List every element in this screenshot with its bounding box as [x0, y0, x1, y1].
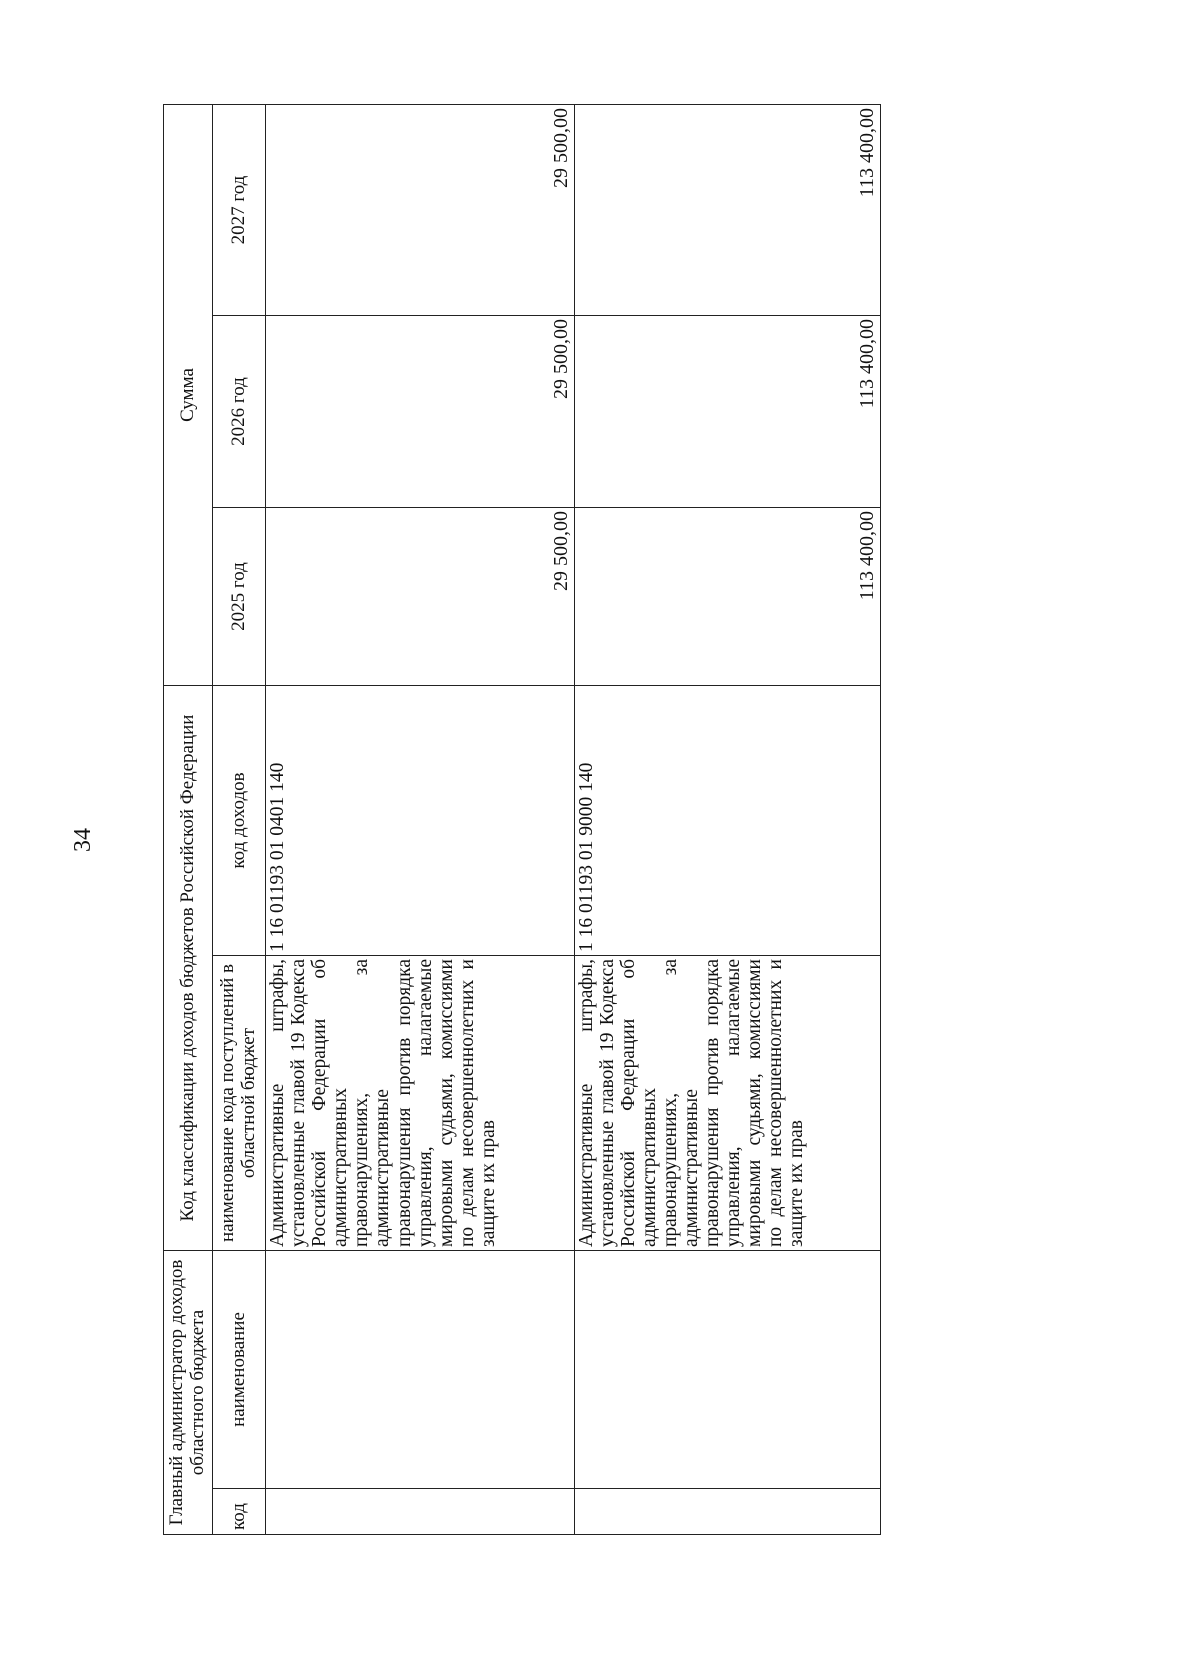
header-sum-group: Сумма: [164, 105, 213, 686]
revenue-table: [163, 104, 881, 1535]
header-income-name: наименование кода поступлений в областной бюджет: [213, 956, 266, 1251]
table-row: [266, 105, 574, 1535]
row-amount-2025: 29 500,00: [266, 508, 574, 686]
row-amount-2027: 29 500,00: [266, 105, 574, 316]
row-description: Административные штрафы, установленные главой 19 Кодекса Российской Федерации об административных правонарушениях, за административные правонарушения против порядка управления, налагаемые мировыми судьями, комиссиями по делам несовершеннолетних и защите их прав: [574, 956, 880, 1251]
header-year-2027: 2027 год: [213, 105, 266, 316]
row-amount-2026: 113 400,00: [574, 316, 880, 508]
row-income-code: 1 16 01193 01 0401 140: [266, 686, 574, 956]
row-amount-2026: 29 500,00: [266, 316, 574, 508]
row-income-code: 1 16 01193 01 9000 140: [574, 686, 880, 956]
header-year-2026: 2026 год: [213, 316, 266, 508]
row-admin-code: [574, 1489, 880, 1535]
header-admin-code: код: [213, 1489, 266, 1535]
row-admin-name: [266, 1251, 574, 1489]
row-description: Административные штрафы, установленные главой 19 Кодекса Российской Федерации об административных правонарушениях, за административные правонарушения против порядка управления, налагаемые мировыми судьями, комиссиями по делам несовершеннолетних и защите их прав: [266, 956, 574, 1251]
row-admin-name: [574, 1251, 880, 1489]
header-admin-group: Главный администратор доходов областного бюджета: [164, 1251, 213, 1535]
row-amount-2027: 113 400,00: [574, 105, 880, 316]
header-row-columns: [213, 105, 266, 1535]
revenue-table-frame: [163, 105, 881, 1535]
header-income-code: код доходов: [213, 686, 266, 956]
header-classification-group: Код классификации доходов бюджетов Российской Федерации: [164, 686, 213, 1251]
header-year-2025: 2025 год: [213, 508, 266, 686]
header-admin-name: наименование: [213, 1251, 266, 1489]
row-admin-code: [266, 1489, 574, 1535]
header-row-groups: [164, 105, 213, 1535]
table-row: [574, 105, 880, 1535]
row-amount-2025: 113 400,00: [574, 508, 880, 686]
page-number: 34: [70, 828, 96, 852]
